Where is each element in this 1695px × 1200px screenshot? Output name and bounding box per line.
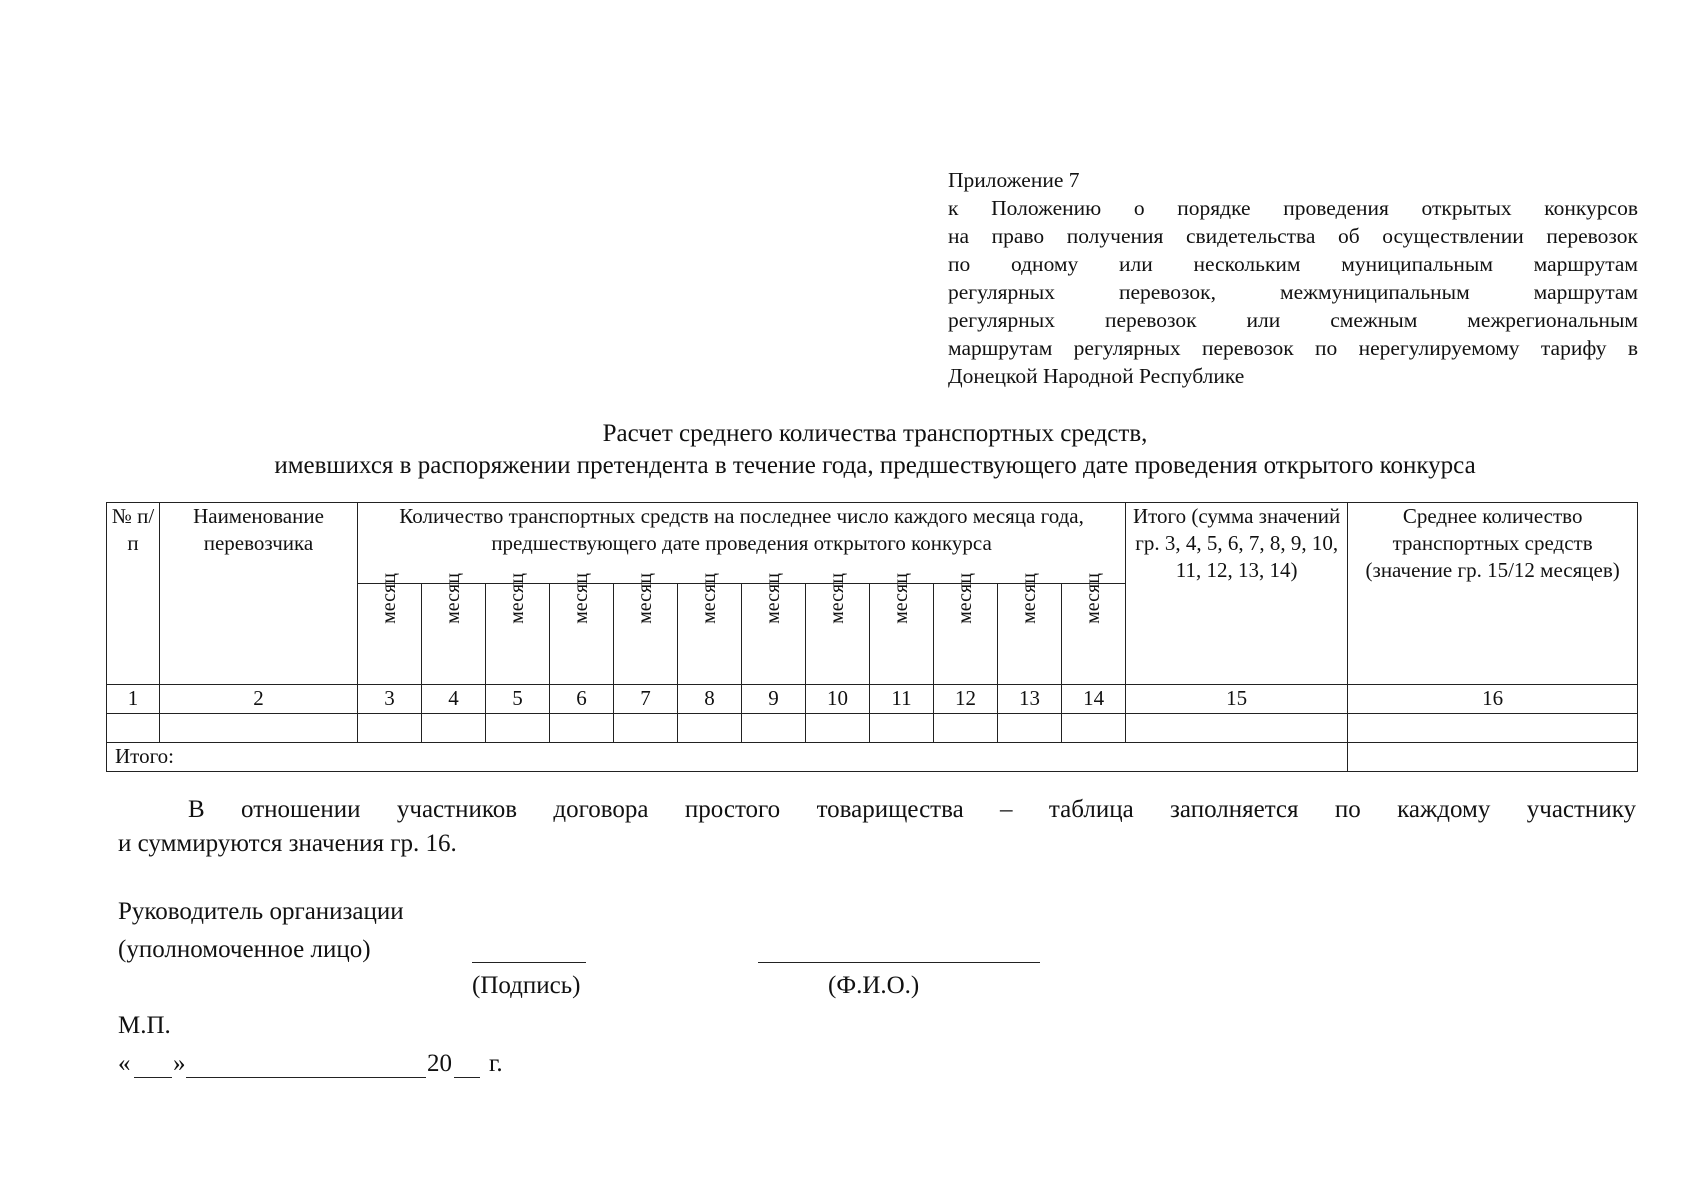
month-label: месяц [826, 573, 848, 624]
appendix-block [948, 166, 1638, 390]
column-number: 13 [998, 685, 1062, 714]
month-label: месяц [570, 573, 592, 624]
month-label: месяц [1018, 573, 1040, 624]
column-number: 5 [486, 685, 550, 714]
table-cell[interactable] [678, 714, 742, 743]
header-month [550, 573, 614, 685]
column-numbers-row [107, 685, 1638, 714]
header-no: № п/п [107, 503, 160, 685]
column-number: 12 [934, 685, 998, 714]
header-month [870, 573, 934, 685]
column-number: 1 [107, 685, 160, 714]
note-line-1: В отношении участников договора простого товарищества – таблица заполняется по каждому участнику [188, 796, 1636, 823]
table-cell[interactable] [1062, 714, 1126, 743]
calculation-table [106, 502, 1638, 772]
column-number: 7 [614, 685, 678, 714]
table-cell[interactable] [550, 714, 614, 743]
column-number: 15 [1126, 685, 1348, 714]
header-month [678, 573, 742, 685]
month-label: месяц [378, 573, 400, 624]
month-label: месяц [890, 573, 912, 624]
note-paragraph [118, 793, 1636, 861]
appendix-line: регулярных перевозок или смежным межрегиональным [948, 308, 1638, 332]
date-day-line[interactable] [134, 1077, 172, 1078]
date-month-line[interactable] [186, 1077, 426, 1078]
header-month [742, 573, 806, 685]
date-close-quote: » [173, 1050, 186, 1077]
header-months-group: Количество транспортных средств на последнее число каждого месяца года, предшествующего дате проведения открытого конкурса [358, 503, 1126, 584]
month-label: месяц [1082, 573, 1105, 624]
header-carrier-name: Наименование перевозчика [160, 503, 358, 685]
column-number: 3 [358, 685, 422, 714]
column-number: 10 [806, 685, 870, 714]
column-number: 4 [422, 685, 486, 714]
column-number: 9 [742, 685, 806, 714]
column-number: 11 [870, 685, 934, 714]
appendix-line: по одному или нескольким муниципальным маршрутам [948, 252, 1638, 276]
date-open-quote: « [118, 1050, 131, 1077]
table-cell[interactable] [998, 714, 1062, 743]
appendix-line: к Положению о порядке проведения открытых конкурсов [948, 196, 1638, 220]
header-month [1062, 573, 1126, 685]
signature-line[interactable] [472, 962, 586, 963]
column-number: 6 [550, 685, 614, 714]
month-label: месяц [762, 573, 784, 624]
note-line-2: и суммируются значения гр. 16. [118, 830, 457, 857]
header-month [998, 573, 1062, 685]
table-cell[interactable] [934, 714, 998, 743]
month-label: месяц [506, 573, 528, 624]
appendix-line: маршрутам регулярных перевозок по нерегулируемому тарифу в [948, 336, 1638, 360]
table-cell[interactable] [422, 714, 486, 743]
table-cell[interactable] [486, 714, 550, 743]
header-month [614, 573, 678, 685]
total-row [107, 743, 1638, 772]
month-label: месяц [954, 573, 976, 624]
month-label: месяц [698, 573, 720, 624]
date-year-suffix: г. [489, 1050, 503, 1077]
table-cell[interactable] [870, 714, 934, 743]
signature-caption: (Подпись) [472, 972, 581, 999]
document-title [110, 418, 1640, 482]
appendix-line: Донецкой Народной Республике [948, 364, 1245, 388]
table-cell[interactable] [806, 714, 870, 743]
column-number: 2 [160, 685, 358, 714]
title-line-2: имевшихся в распоряжении претендента в течение года, предшествующего дате проведения открытого конкурса [274, 452, 1476, 479]
column-number: 16 [1348, 685, 1638, 714]
table-cell[interactable] [107, 714, 160, 743]
column-number: 8 [678, 685, 742, 714]
table-cell[interactable] [742, 714, 806, 743]
date-year-prefix: 20 [427, 1050, 452, 1077]
seal-label: М.П. [118, 1012, 171, 1039]
full-name-line[interactable] [758, 962, 1040, 963]
total-label: Итого: [107, 743, 1348, 772]
date-year-line[interactable] [454, 1077, 480, 1078]
head-label-line-2: (уполномоченное лицо) [118, 936, 371, 963]
table-cell[interactable] [358, 714, 422, 743]
header-month [358, 573, 422, 685]
appendix-line: на право получения свидетельства об осуществлении перевозок [948, 224, 1638, 248]
month-label: месяц [634, 573, 656, 624]
table-cell[interactable] [1126, 714, 1348, 743]
column-number: 14 [1062, 685, 1126, 714]
total-average-cell[interactable] [1348, 743, 1638, 772]
appendix-line: Приложение 7 [948, 168, 1080, 192]
appendix-line: регулярных перевозок, межмуниципальным маршрутам [948, 280, 1638, 304]
table-cell[interactable] [160, 714, 358, 743]
header-total: Итого (сумма значений гр. 3, 4, 5, 6, 7, 8, 9, 10, 11, 12, 13, 14) [1126, 503, 1348, 685]
header-month [806, 573, 870, 685]
header-month [934, 573, 998, 685]
month-label: месяц [442, 573, 464, 624]
header-month [486, 573, 550, 685]
header-average: Среднее количество транспортных средств (значение гр. 15/12 месяцев) [1348, 503, 1638, 685]
table-cell[interactable] [1348, 714, 1638, 743]
table-cell[interactable] [614, 714, 678, 743]
header-month [422, 573, 486, 685]
full-name-caption: (Ф.И.О.) [828, 972, 920, 999]
table-row [107, 714, 1638, 743]
head-label-line-1: Руководитель организации [118, 898, 404, 925]
title-line-1: Расчет среднего количества транспортных средств, [602, 420, 1148, 447]
